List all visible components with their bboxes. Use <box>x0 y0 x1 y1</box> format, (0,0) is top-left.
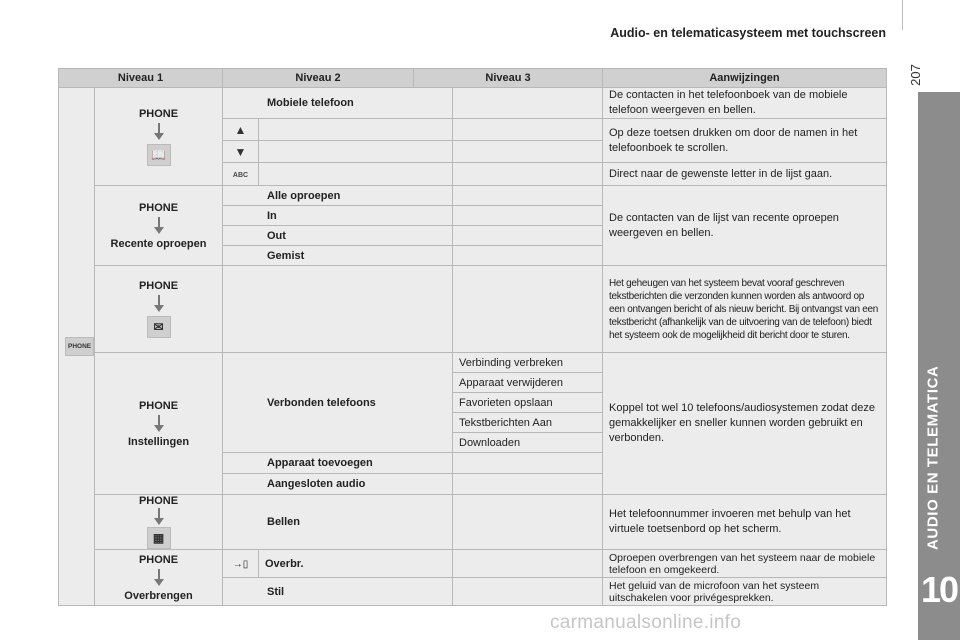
g5-level1-cell <box>95 495 223 550</box>
g4-save-favorites: Favorieten opslaan <box>453 393 603 413</box>
page-number: 207 <box>908 64 923 86</box>
arrow-down-icon <box>153 217 165 235</box>
table-row <box>59 88 887 119</box>
empty-cell <box>453 266 603 353</box>
g1-level1-cell <box>95 88 223 186</box>
transfer-icon-cell <box>223 550 259 578</box>
g4-settings-label: Instellingen <box>127 435 190 448</box>
arrow-down-icon <box>153 295 165 313</box>
arrow-down-icon <box>153 508 165 526</box>
g5-call: Bellen <box>223 495 453 550</box>
g6-transfer-label: Overbrengen <box>124 589 193 602</box>
g4-remove-device: Apparaat verwijderen <box>453 373 603 393</box>
empty-cell <box>453 453 603 474</box>
niveau1-phone-cell <box>59 88 95 606</box>
keypad-icon: ▦ <box>147 527 171 549</box>
table-row <box>59 266 887 353</box>
g6-mute-note: Het geluid van de microfoon van het systeem uitschakelen voor privégesprekken. <box>603 578 887 606</box>
watermark: carmanualsonline.info <box>550 612 742 633</box>
scroll-up-icon: ▲ <box>234 122 247 137</box>
table-header-row <box>59 69 887 88</box>
empty-cell <box>453 163 603 186</box>
g4-add-device: Apparaat toevoegen <box>223 453 453 474</box>
g1-mobile-phone: Mobiele telefoon <box>223 88 453 119</box>
g2-outgoing: Out <box>223 226 453 246</box>
empty-cell <box>223 266 453 353</box>
empty-cell <box>259 163 453 186</box>
scroll-down-icon: ▼ <box>234 144 247 159</box>
header-niveau-1: Niveau 1 <box>59 69 223 88</box>
g1-scroll-note: Op deze toetsen drukken om door de namen in het telefoonboek te scrollen. <box>603 119 887 163</box>
header-divider <box>902 0 903 30</box>
transfer-icon: →▯ <box>232 558 249 570</box>
g4-download: Downloaden <box>453 433 603 453</box>
g4-disconnect: Verbinding verbreken <box>453 353 603 373</box>
empty-cell <box>453 226 603 246</box>
g6-level1-cell <box>95 550 223 606</box>
g4-connected-audio: Aangesloten audio <box>223 474 453 495</box>
table-row <box>59 186 887 206</box>
g2-note: De contacten van de lijst van recente oproepen weergeven en bellen. <box>603 186 887 266</box>
g5-phone-label: PHONE <box>138 495 179 507</box>
g5-note: Het telefoonnummer invoeren met behulp van het virtuele toetsenbord op het scherm. <box>603 495 887 550</box>
page-header-title: Audio- en telematicasysteem met touchscreen <box>610 26 886 40</box>
g1-phone-label: PHONE <box>138 107 179 120</box>
message-icon: ✉ <box>147 316 171 338</box>
phone-icon: PHONE <box>65 337 94 356</box>
scroll-down-cell <box>223 141 259 163</box>
empty-cell <box>453 495 603 550</box>
g2-level1-cell <box>95 186 223 266</box>
phonebook-icon: 📖 <box>147 144 171 166</box>
g6-mute: Stil <box>223 578 453 606</box>
g1-mobile-note: De contacten in het telefoonboek van de mobiele telefoon weergeven en bellen. <box>603 88 887 119</box>
g2-all-calls: Alle oproepen <box>223 186 453 206</box>
empty-cell <box>453 246 603 266</box>
arrow-down-icon <box>153 415 165 433</box>
g2-recent-calls-label: Recente oproepen <box>110 237 207 250</box>
g3-note: Het geheugen van het systeem bevat vooraf geschreven tekstberichten die verzonden kunnen worden als antwoord op een ontvangen bericht of als nieuw bericht. Bij ontvangst van een tekstbericht (afhankelijk van de uitvoering van de telefoon) biedt het systeem ook de mogelijkheid dit bericht door te sturen. <box>603 266 887 353</box>
g2-missed: Gemist <box>223 246 453 266</box>
arrow-down-icon <box>153 123 165 141</box>
empty-cell <box>259 119 453 141</box>
empty-cell <box>453 578 603 606</box>
g2-phone-label: PHONE <box>138 201 179 214</box>
g6-phone-label: PHONE <box>138 553 179 566</box>
empty-cell <box>453 186 603 206</box>
g4-messages-on: Tekstberichten Aan <box>453 413 603 433</box>
phone-menu-table <box>58 68 887 606</box>
scroll-up-cell <box>223 119 259 141</box>
table-row <box>59 495 887 550</box>
g3-phone-label: PHONE <box>138 280 179 292</box>
g6-transfer: Overbr. <box>259 550 453 578</box>
letter-index-cell <box>223 163 259 186</box>
empty-cell <box>259 141 453 163</box>
g4-level1-cell <box>95 353 223 495</box>
g3-level1-cell <box>95 266 223 353</box>
g4-note: Koppel tot wel 10 telefoons/audiosystemen zodat deze gemakkelijker en sneller kunnen worden gebruikt en verbonden. <box>603 353 887 495</box>
abc-icon: ABC <box>232 172 249 179</box>
header-niveau-2: Niveau 2 <box>223 69 414 88</box>
g2-incoming: In <box>223 206 453 226</box>
g6-transfer-note: Oproepen overbrengen van het systeem naar de mobiele telefoon en omgekeerd. <box>603 550 887 578</box>
g4-connected-phones: Verbonden telefoons <box>223 353 453 453</box>
chapter-label: AUDIO EN TELEMATICA <box>924 365 942 550</box>
g1-letter-note: Direct naar de gewenste letter in de lijst gaan. <box>603 163 887 186</box>
empty-cell <box>453 206 603 226</box>
empty-cell <box>453 474 603 495</box>
header-aanwijzingen: Aanwijzingen <box>603 69 887 88</box>
arrow-down-icon <box>153 569 165 587</box>
g4-phone-label: PHONE <box>138 399 179 412</box>
empty-cell <box>453 550 603 578</box>
g1-empty-l3 <box>453 88 603 119</box>
table-row <box>59 550 887 578</box>
table-row <box>59 353 887 373</box>
chapter-number: 10 <box>920 569 958 610</box>
empty-cell <box>453 119 603 141</box>
header-niveau-3: Niveau 3 <box>414 69 603 88</box>
empty-cell <box>453 141 603 163</box>
